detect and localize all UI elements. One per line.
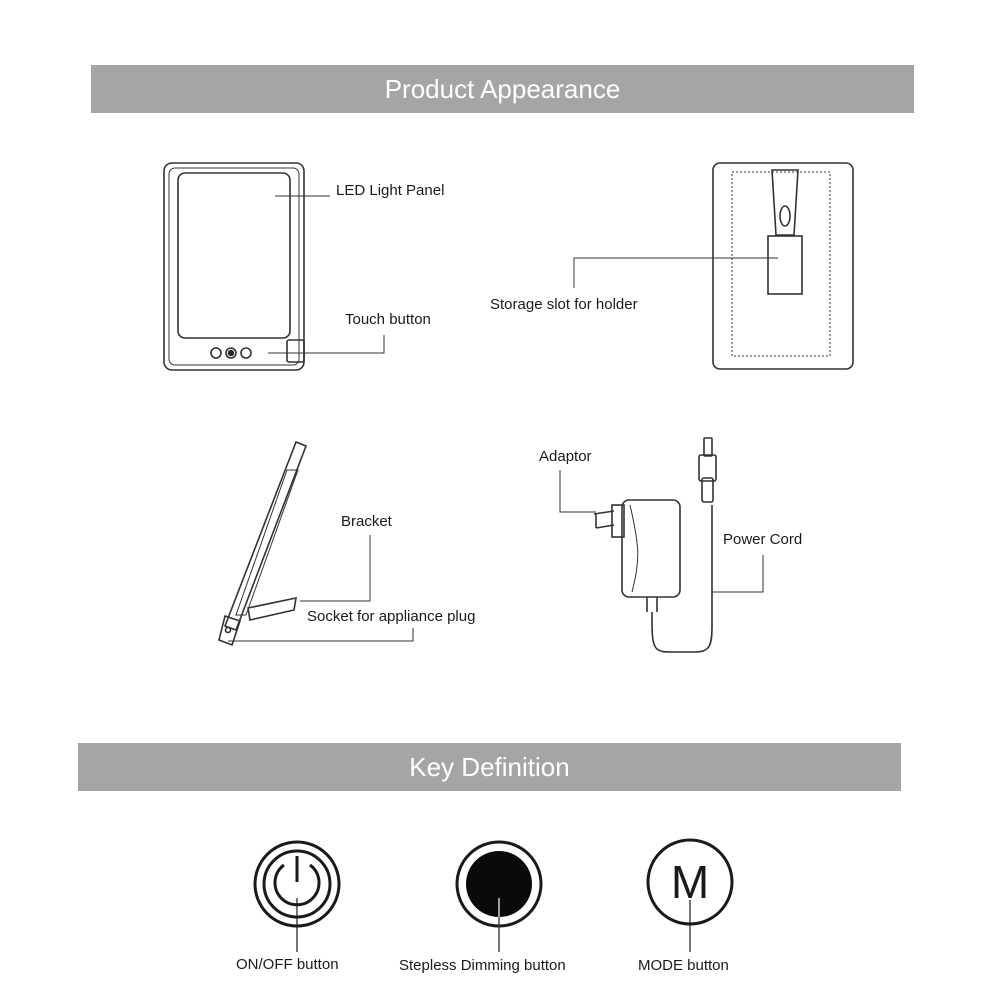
panel-touch-buttons [211, 348, 251, 358]
product-appearance-title: Product Appearance [384, 73, 621, 104]
mode-letter: M [670, 856, 710, 908]
touch-button-label: Touch button [345, 311, 431, 328]
bracket-label: Bracket [341, 513, 392, 530]
key-definition-title: Key Definition [409, 751, 570, 782]
led-panel-label: LED Light Panel [336, 182, 445, 199]
filled-circle-icon [457, 842, 541, 952]
power-cord-label: Power Cord [723, 531, 803, 548]
dimming-button-label: Stepless Dimming button [399, 957, 566, 974]
socket-label: Socket for appliance plug [307, 608, 476, 625]
panel-back-illustration [713, 163, 853, 369]
mode-button-label: MODE button [638, 957, 729, 974]
adaptor-label: Adaptor [539, 448, 592, 465]
power-icon [255, 842, 339, 952]
storage-slot-label: Storage slot for holder [490, 296, 638, 313]
onoff-button-label: ON/OFF button [236, 956, 339, 973]
bracket-side-illustration [219, 442, 306, 645]
adaptor-illustration [594, 438, 716, 652]
panel-front-illustration [164, 163, 304, 370]
mode-icon [648, 840, 732, 952]
